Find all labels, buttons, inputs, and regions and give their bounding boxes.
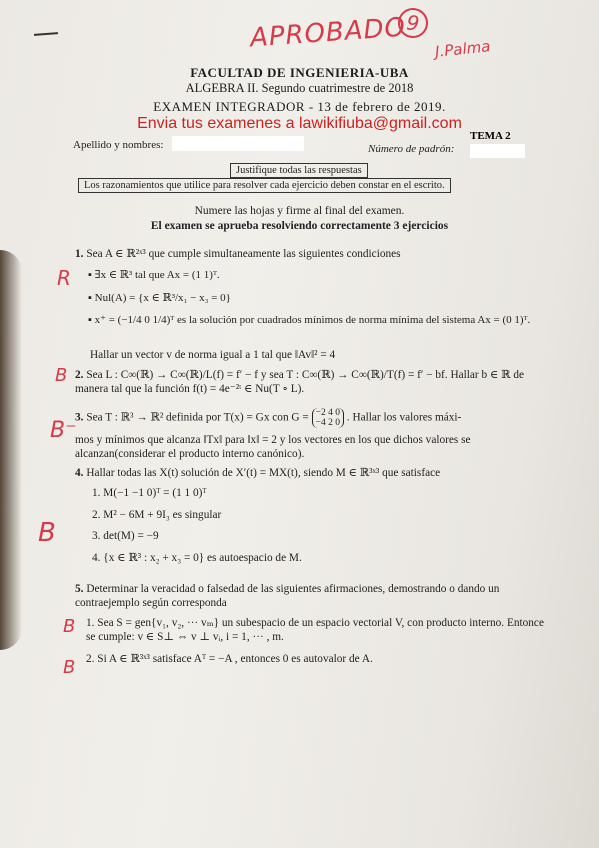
padron-redaction [470,144,525,158]
padron-label: Número de padrón: [368,143,455,155]
grade-mark-q1: R [57,266,71,290]
question-number: 4. [75,467,84,479]
list-item: 2. Si A ∈ ℝ³ˣ³ satisface Aᵀ = −A , entonces 0 es autovalor de A. [86,653,373,665]
list-item: ▪ Nul(A) = {x ∈ ℝ³/x₁ − x₃ = 0} [88,292,231,304]
grade-mark-q5-1: B [63,616,76,637]
signature: J.Palma [434,37,492,61]
course-title: ALGEBRA II. Segundo cuatrimestre de 2018 [185,81,414,95]
matrix-row: −4 2 0 [315,418,340,428]
name-label: Apellido y nombres: [73,139,164,151]
instruction-box-1: Justifique todas las respuestas [230,163,368,178]
grade-mark-q4: B [38,518,56,548]
grade-circle: 9 [397,7,430,40]
question-number: 1. [75,248,84,260]
bullet-text: Nul(A) = {x ∈ ℝ³/x₁ − x₃ = 0} [94,292,231,304]
list-item: ▪ x⁺ = (−1/4 0 1/4)ᵀ es la solución por cuadrados mínimos de norma mínima del sistema Ax = (0 1)ᵀ. [88,314,531,326]
question-1-closing: Hallar un vector v de norma igual a 1 tal que ‖Av‖² = 4 [90,349,336,361]
tema-label: TEMA 2 [470,130,511,142]
exam-title: EXAMEN INTEGRADOR - 13 de febrero de 2019. [153,99,446,114]
bullet-text: ∃x ∈ ℝ³ tal que Ax = (1 1)ᵀ. [94,269,220,281]
list-item: ▪ ∃x ∈ ℝ³ tal que Ax = (1 1)ᵀ. [88,269,220,281]
grade-mark-q3: B⁻ [50,418,77,443]
faculty-title: FACULTAD DE INGENIERIA-UBA [190,65,409,80]
matrix-row: −2 4 0 [315,408,340,418]
question-text: Sea T : ℝ³ → ℝ² definida por T(x) = Gx con G = [86,411,309,424]
question-text: Sea L : C∞(ℝ) → C∞(ℝ)/L(f) = f′ − f y sea T : C∞(ℝ) → C∞(ℝ)/T(f) = f′ − bf. Hallar b ∈ ℝ de manera tal que la función f(t) = 4e⁻²ᵗ ∈ Nu(T ∘ L). [75,369,525,395]
question-5 [75,582,555,610]
approved-stamp: APROBADO [249,12,407,54]
grade-mark-q2: B [55,365,68,386]
instruction-line-1: Numere las hojas y firme al final del examen. [194,205,405,217]
list-item: 2. M² − 6M + 9I₃ es singular [92,509,222,521]
name-redaction [172,136,304,151]
question-3 [75,408,555,428]
list-item: 1. Sea S = gen{v₁, v₂, ··· vₘ} un subespacio de un espacio vectorial V, con producto interno. Entonce se cumple: v ∈ S⊥ ⇔ v ⊥ vᵢ, i = 1, ··· , m. [86,617,544,643]
question-4 [75,466,555,480]
question-text: Sea A ∈ ℝ²ˣ³ que cumple simultaneamente las siguientes condiciones [86,248,401,260]
question-2 [75,368,555,396]
question-number: 2. [75,369,84,381]
question-text-cont: . Hallar los valores máxi- [346,411,462,424]
list-item: 4. {x ∈ ℝ³ : x₂ + x₃ = 0} es autoespacio de M. [92,552,302,564]
list-item: 1. M(−1 −1 0)ᵀ = (1 1 0)ᵀ [92,487,207,499]
list-item: 3. det(M) = −9 [92,530,159,542]
instruction-box-2: Los razonamientos que utilice para resolver cada ejercicio deben constar en el escrito. [78,178,451,193]
question-3-cont: mos y mínimos que alcanza ‖Tx‖ para ‖x‖ = 2 y los vectores en los que dichos valores se alcanzan(considerar el producto interno canónico). [75,434,471,460]
matrix-g [312,408,344,428]
instruction-line-2: El examen se aprueba resolviendo correctamente 3 ejercicios [150,220,449,232]
question-number: 5. [75,583,84,595]
watermark-text: Envia tus examenes a lawikifiuba@gmail.com [137,115,462,132]
bullet-text: x⁺ = (−1/4 0 1/4)ᵀ es la solución por cuadrados mínimos de norma mínima del sistema Ax = (0 1)ᵀ. [94,314,531,326]
finger-shadow [0,250,22,650]
question-text: Hallar todas las X(t) solución de X′(t) = MX(t), siendo M ∈ ℝ³ˣ³ que satisface [86,467,441,479]
question-text: Determinar la veracidad o falsedad de las siguientes afirmaciones, demostrando o dando un contraejemplo según corresponda [75,583,500,609]
grade-mark-q5-2: B [63,657,76,678]
question-number: 3. [75,411,84,424]
question-1 [75,247,401,261]
pen-mark [34,32,58,36]
